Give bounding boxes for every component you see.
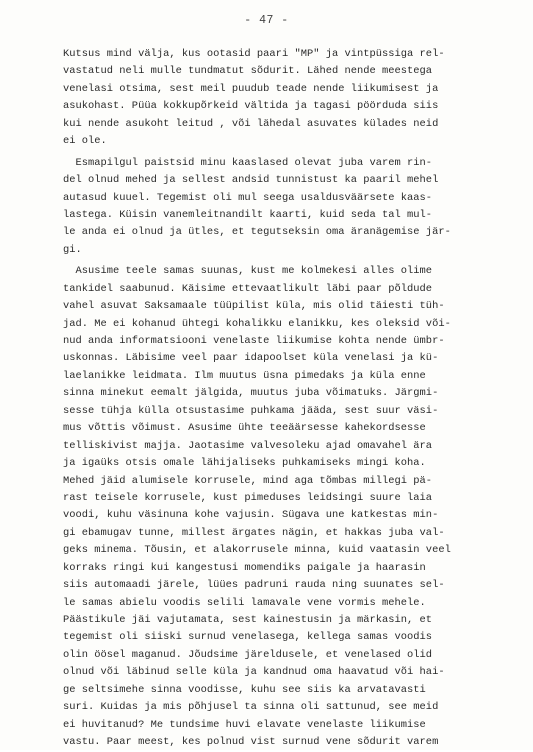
text-line: mus võttis võimust. Asusime ühte teeäärsesse kahekordsesse	[63, 422, 426, 435]
text-line: Kutsus mind välja, kus ootasid paari "MP" ja vintpüssiga rel-	[63, 48, 445, 60]
text-line: ei ole.	[63, 135, 107, 148]
text-line: Asusime teele samas suunas, kust me kolmekesi alles olime	[63, 265, 433, 278]
text-line: vahel asuvat Saksamaale tüüpilist küla, mis olid täiesti tüh-	[63, 300, 445, 313]
text-line: sinna minekut eemalt jälgida, muutus juba võimatuks. Järgmi-	[63, 387, 439, 400]
text-line: olin öösel maganud. Jõudsime järeldusele, et venelased olid	[63, 648, 433, 661]
text-line: venelasi otsima, sest meil puudub teade nende liikumisest ja	[63, 82, 439, 95]
text-line: vastatud neli mulle tundmatut sõdurit. Lähed nende meestega	[63, 65, 433, 78]
text-line: autasud kuuel. Tegemist oli mul seega usaldusväärsete kaas-	[63, 191, 433, 204]
text-line: telliskivist majja. Jaotasime valvesoleku ajad omavahel ära	[63, 439, 433, 452]
text-line: voodi, kuhu väsinuna kohe vajusin. Sügava une katkestas min-	[63, 509, 439, 522]
page-number: - 47 -	[244, 14, 289, 27]
text-line: tankidel saabunud. Käisime ettevaatlikult läbi paar põldude	[63, 282, 433, 295]
text-line: asukohast. Püüa kokkupõrkeid vältida ja tagasi pöörduda siis	[63, 100, 439, 113]
text-line: ei huvitanud? Me tundsime huvi elavate venelaste liikumise	[63, 718, 426, 731]
paragraph	[63, 46, 503, 151]
text-line: vastu. Paar meest, kes polnud vist surnud vene sõdurit varem	[63, 736, 439, 749]
text-line: uskonnas. Läbisime veel paar idapoolset küla venelasi ja kü-	[63, 352, 439, 365]
paragraph	[63, 155, 503, 260]
text-line: ja igaüks otsis omale lähijaliseks puhkamiseks mingi koha.	[63, 457, 426, 470]
text-line: korraks ringi kui kangestusi momendiks paigale ja haarasin	[63, 561, 426, 574]
text-line: suri. Kuidas ja mis põhjusel ta sinna oli sattunud, see meid	[63, 701, 439, 714]
body-text	[63, 46, 503, 752]
text-line: ge seltsimehe sinna voodisse, kuhu see siis ka arvatavasti	[63, 683, 426, 696]
text-line: Mehed jäid alumisele korrusele, mind aga tõmbas millegi pä-	[63, 474, 433, 487]
text-line: gi ebamugav tunne, millest ärgates nägin, et hakkas juba val-	[63, 526, 445, 539]
text-line: nud anda informatsiooni venelaste liikumise kohta nende ümbr-	[63, 335, 445, 347]
text-line: le anda ei olnud ja ütles, et tegutseksin oma äranägemise jär-	[63, 226, 451, 239]
text-line: laelanikke leidmata. Ilm muutus üsna pimedaks ja küla enne	[63, 369, 426, 382]
text-line: sesse tühja külla otsustasime puhkama jääda, sest suur väsi-	[63, 404, 439, 417]
text-line: del olnud mehed ja sellest andsid tunnistust ka paaril mehel	[63, 174, 439, 187]
text-line: gi.	[63, 243, 82, 256]
paragraph	[63, 263, 503, 751]
text-line: rast teisele korrusele, kust pimeduses leidsingi suure laia	[63, 491, 433, 504]
text-line: olnud või läbinud selle küla ja kandnud oma haavatud või hai-	[63, 666, 445, 679]
text-line: tegemist oli siiski surnud venelasega, kellega samas voodis	[63, 631, 433, 644]
text-line: kui nende asukoht leitud , või lähedal asuvates külades neid	[63, 117, 439, 130]
text-line: le samas abielu voodis selili lamavale vene vormis mehele.	[63, 596, 426, 609]
text-line: geks minema. Tõusin, et alakorrusele minna, kuid vaatasin veel	[63, 544, 451, 557]
text-line: Päästikule jäi vajutamata, sest kainestusin ja märkasin, et	[63, 614, 433, 626]
text-line: jad. Me ei kohanud ühtegi kohalikku elanikku, kes oleksid või-	[63, 317, 451, 330]
text-line: lastega. Küisin vanemleitnandilt kaarti, kuid seda tal mul-	[63, 208, 433, 221]
text-line: siis automaadi järele, lüües padruni rauda ning suunates sel-	[63, 579, 445, 592]
text-line: Esmapilgul paistsid minu kaaslased olevat juba varem rin-	[63, 156, 433, 169]
